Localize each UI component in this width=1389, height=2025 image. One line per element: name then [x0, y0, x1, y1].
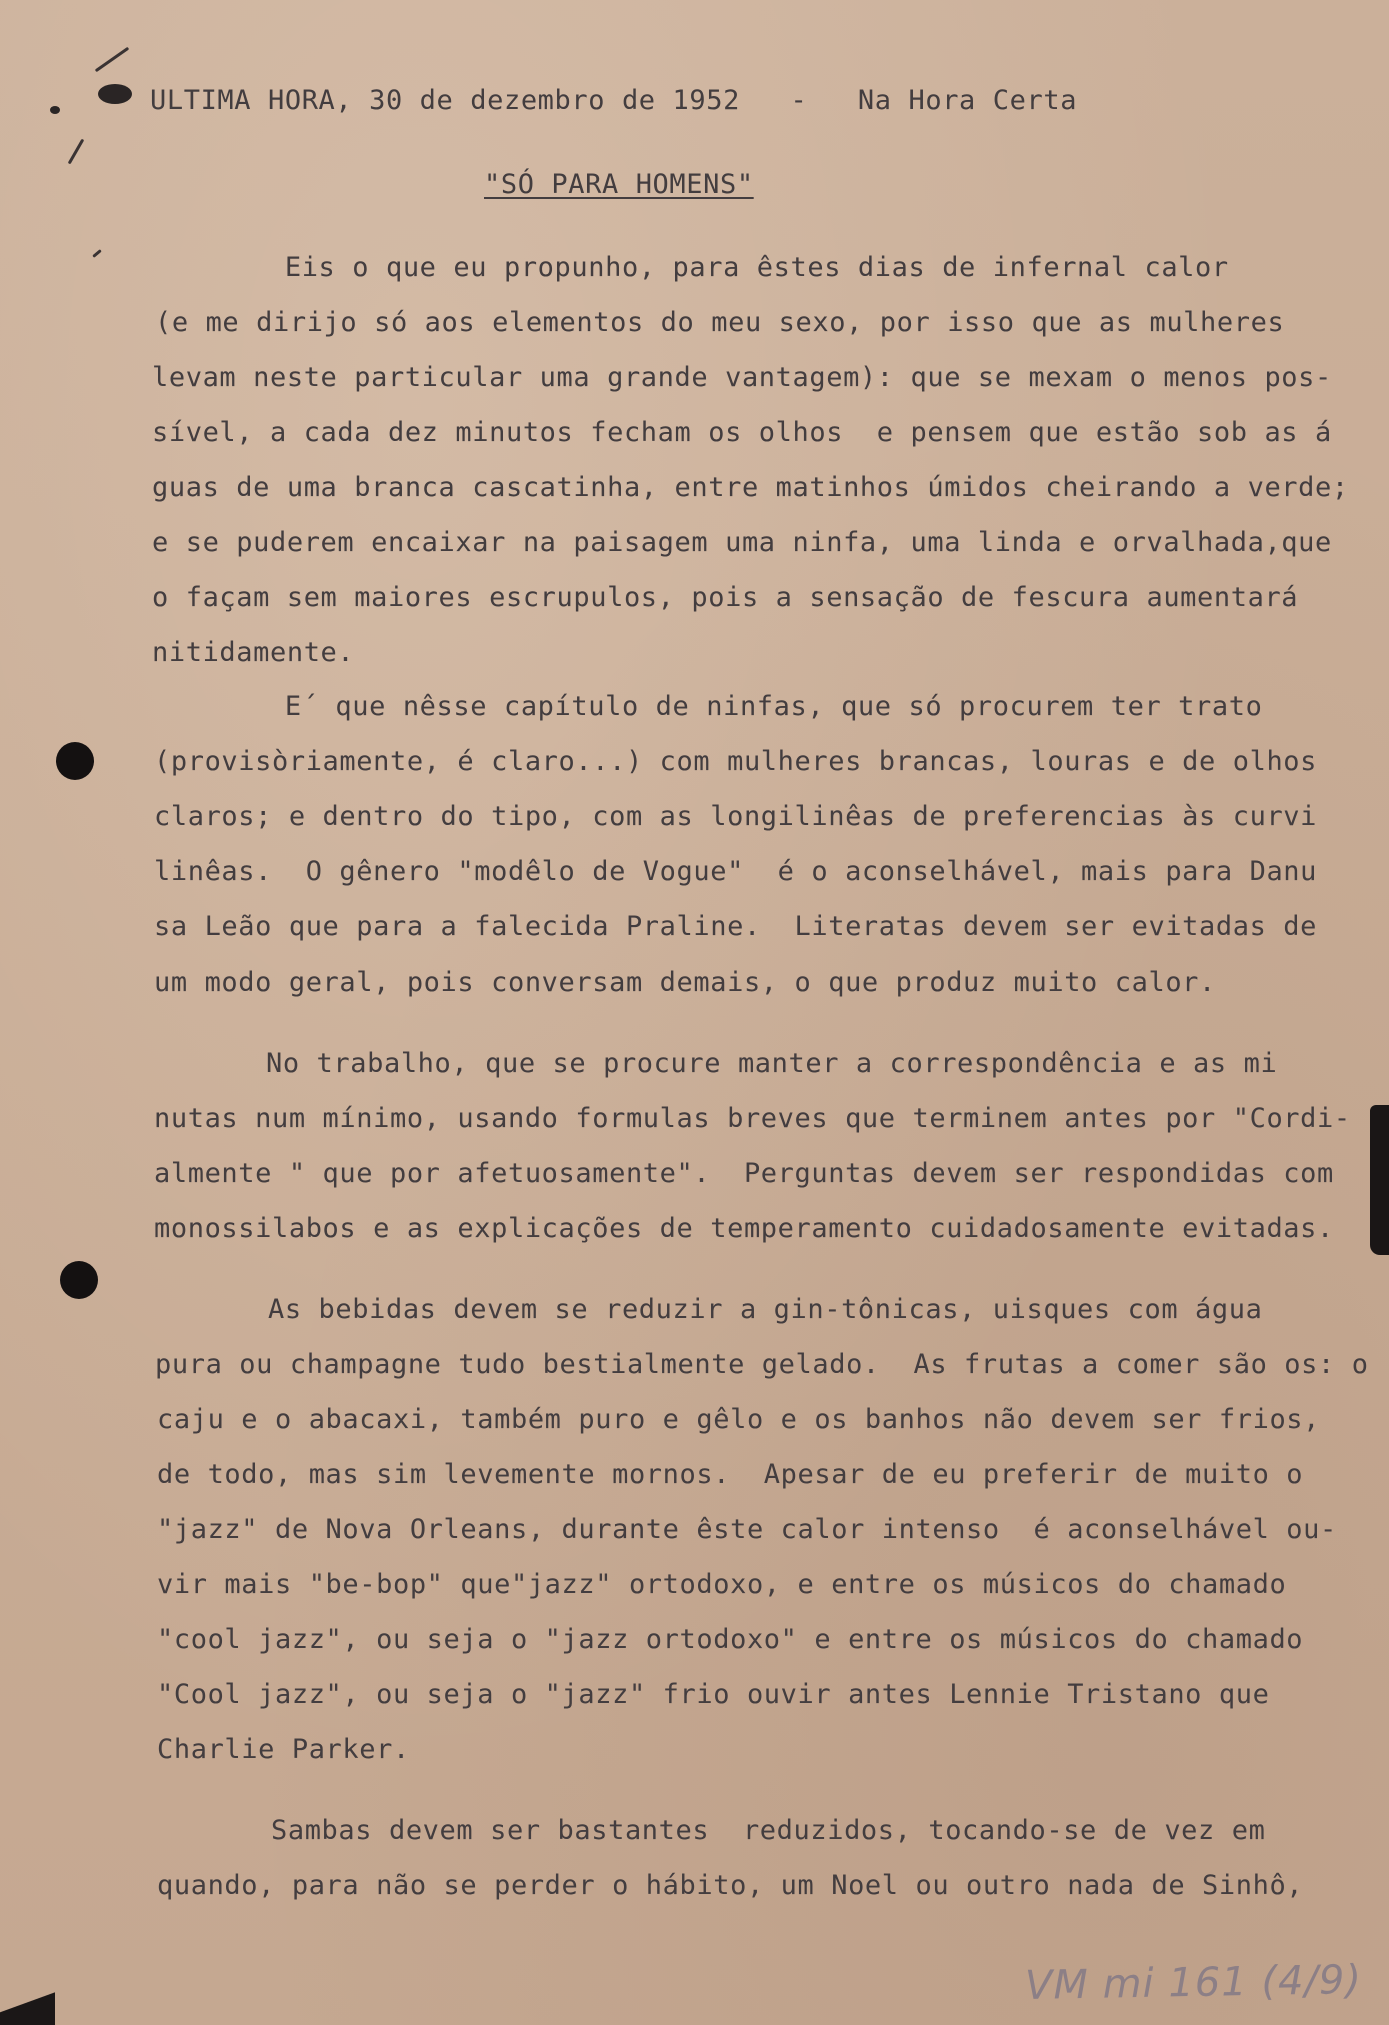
- body-line: um modo geral, pois conversam demais, o que produz muito calor.: [154, 967, 1216, 998]
- body-line: Sambas devem ser bastantes reduzidos, tocando-se de vez em: [153, 1815, 1266, 1846]
- body-line: almente " que por afetuosamente". Perguntas devem ser respondidas com: [154, 1158, 1334, 1189]
- ink-scratch: [68, 139, 85, 165]
- body-line: quando, para não se perder o hábito, um Noel ou outro nada de Sinhô,: [157, 1870, 1304, 1901]
- body-line: pura ou champagne tudo bestialmente gelado. As frutas a comer são os: o: [155, 1349, 1369, 1380]
- body-line: (e me dirijo só aos elementos do meu sexo, por isso que as mulheres: [155, 307, 1285, 338]
- body-line: E´ que nêsse capítulo de ninfas, que só procurem ter trato: [150, 691, 1263, 722]
- body-line: de todo, mas sim levemente mornos. Apesar de eu preferir de muito o: [157, 1459, 1304, 1490]
- body-line: caju e o abacaxi, também puro e gêlo e os banhos não devem ser frios,: [157, 1404, 1321, 1435]
- body-line: nutas num mínimo, usando formulas breves que terminem antes por "Cordi-: [154, 1103, 1351, 1134]
- page-edge-shadow: [1370, 1105, 1389, 1255]
- punch-hole: [60, 1261, 98, 1299]
- body-line: guas de uma branca cascatinha, entre matinhos úmidos cheirando a verde;: [152, 472, 1349, 503]
- ink-scratch: [95, 47, 129, 72]
- body-line: (provisòriamente, é claro...) com mulheres brancas, louras e de olhos: [154, 746, 1318, 777]
- ink-blot: [50, 106, 60, 114]
- body-line: As bebidas devem se reduzir a gin-tônicas, uisques com água: [150, 1294, 1263, 1325]
- body-line: nitidamente.: [152, 637, 355, 668]
- body-line: monossilabos e as explicações de temperamento cuidadosamente evitadas.: [154, 1213, 1334, 1244]
- body-line: "Cool jazz", ou seja o "jazz" frio ouvir antes Lennie Tristano que: [157, 1679, 1270, 1710]
- body-line: linêas. O gênero "modêlo de Vogue" é o aconselhável, mais para Danu: [154, 856, 1318, 887]
- body-line: sível, a cada dez minutos fecham os olhos e pensem que estão sob as á: [152, 417, 1332, 448]
- ink-blot: [98, 84, 132, 104]
- body-line: vir mais "be-bop" que"jazz" ortodoxo, e entre os músicos do chamado: [157, 1569, 1287, 1600]
- ink-scratch: [92, 249, 102, 258]
- body-line: "jazz" de Nova Orleans, durante êste calor intenso é aconselhável ou-: [157, 1514, 1337, 1545]
- body-line: levam neste particular uma grande vantagem): que se mexam o menos pos-: [152, 362, 1332, 393]
- body-line: claros; e dentro do tipo, com as longilinêas de preferencias às curvi: [154, 801, 1318, 832]
- document-header: ULTIMA HORA, 30 de dezembro de 1952 - Na Hora Certa: [150, 85, 1078, 116]
- punch-hole: [56, 742, 94, 780]
- body-line: No trabalho, que se procure manter a correspondência e as mi: [148, 1048, 1278, 1079]
- page-corner-shadow: [0, 1985, 55, 2025]
- document-title: "SÓ PARA HOMENS": [484, 169, 754, 200]
- body-line: o façam sem maiores escrupulos, pois a sensação de fescura aumentará: [152, 582, 1299, 613]
- body-line: e se puderem encaixar na paisagem uma ninfa, uma linda e orvalhada,que: [152, 527, 1332, 558]
- archive-pencil-annotation: VM mi 161 (4/9): [1024, 1957, 1363, 2009]
- body-line: Eis o que eu propunho, para êstes dias de infernal calor: [150, 252, 1229, 283]
- body-line: "cool jazz", ou seja o "jazz ortodoxo" e entre os músicos do chamado: [157, 1624, 1304, 1655]
- body-line: sa Leão que para a falecida Praline. Literatas devem ser evitadas de: [154, 911, 1318, 942]
- body-line: Charlie Parker.: [157, 1734, 410, 1765]
